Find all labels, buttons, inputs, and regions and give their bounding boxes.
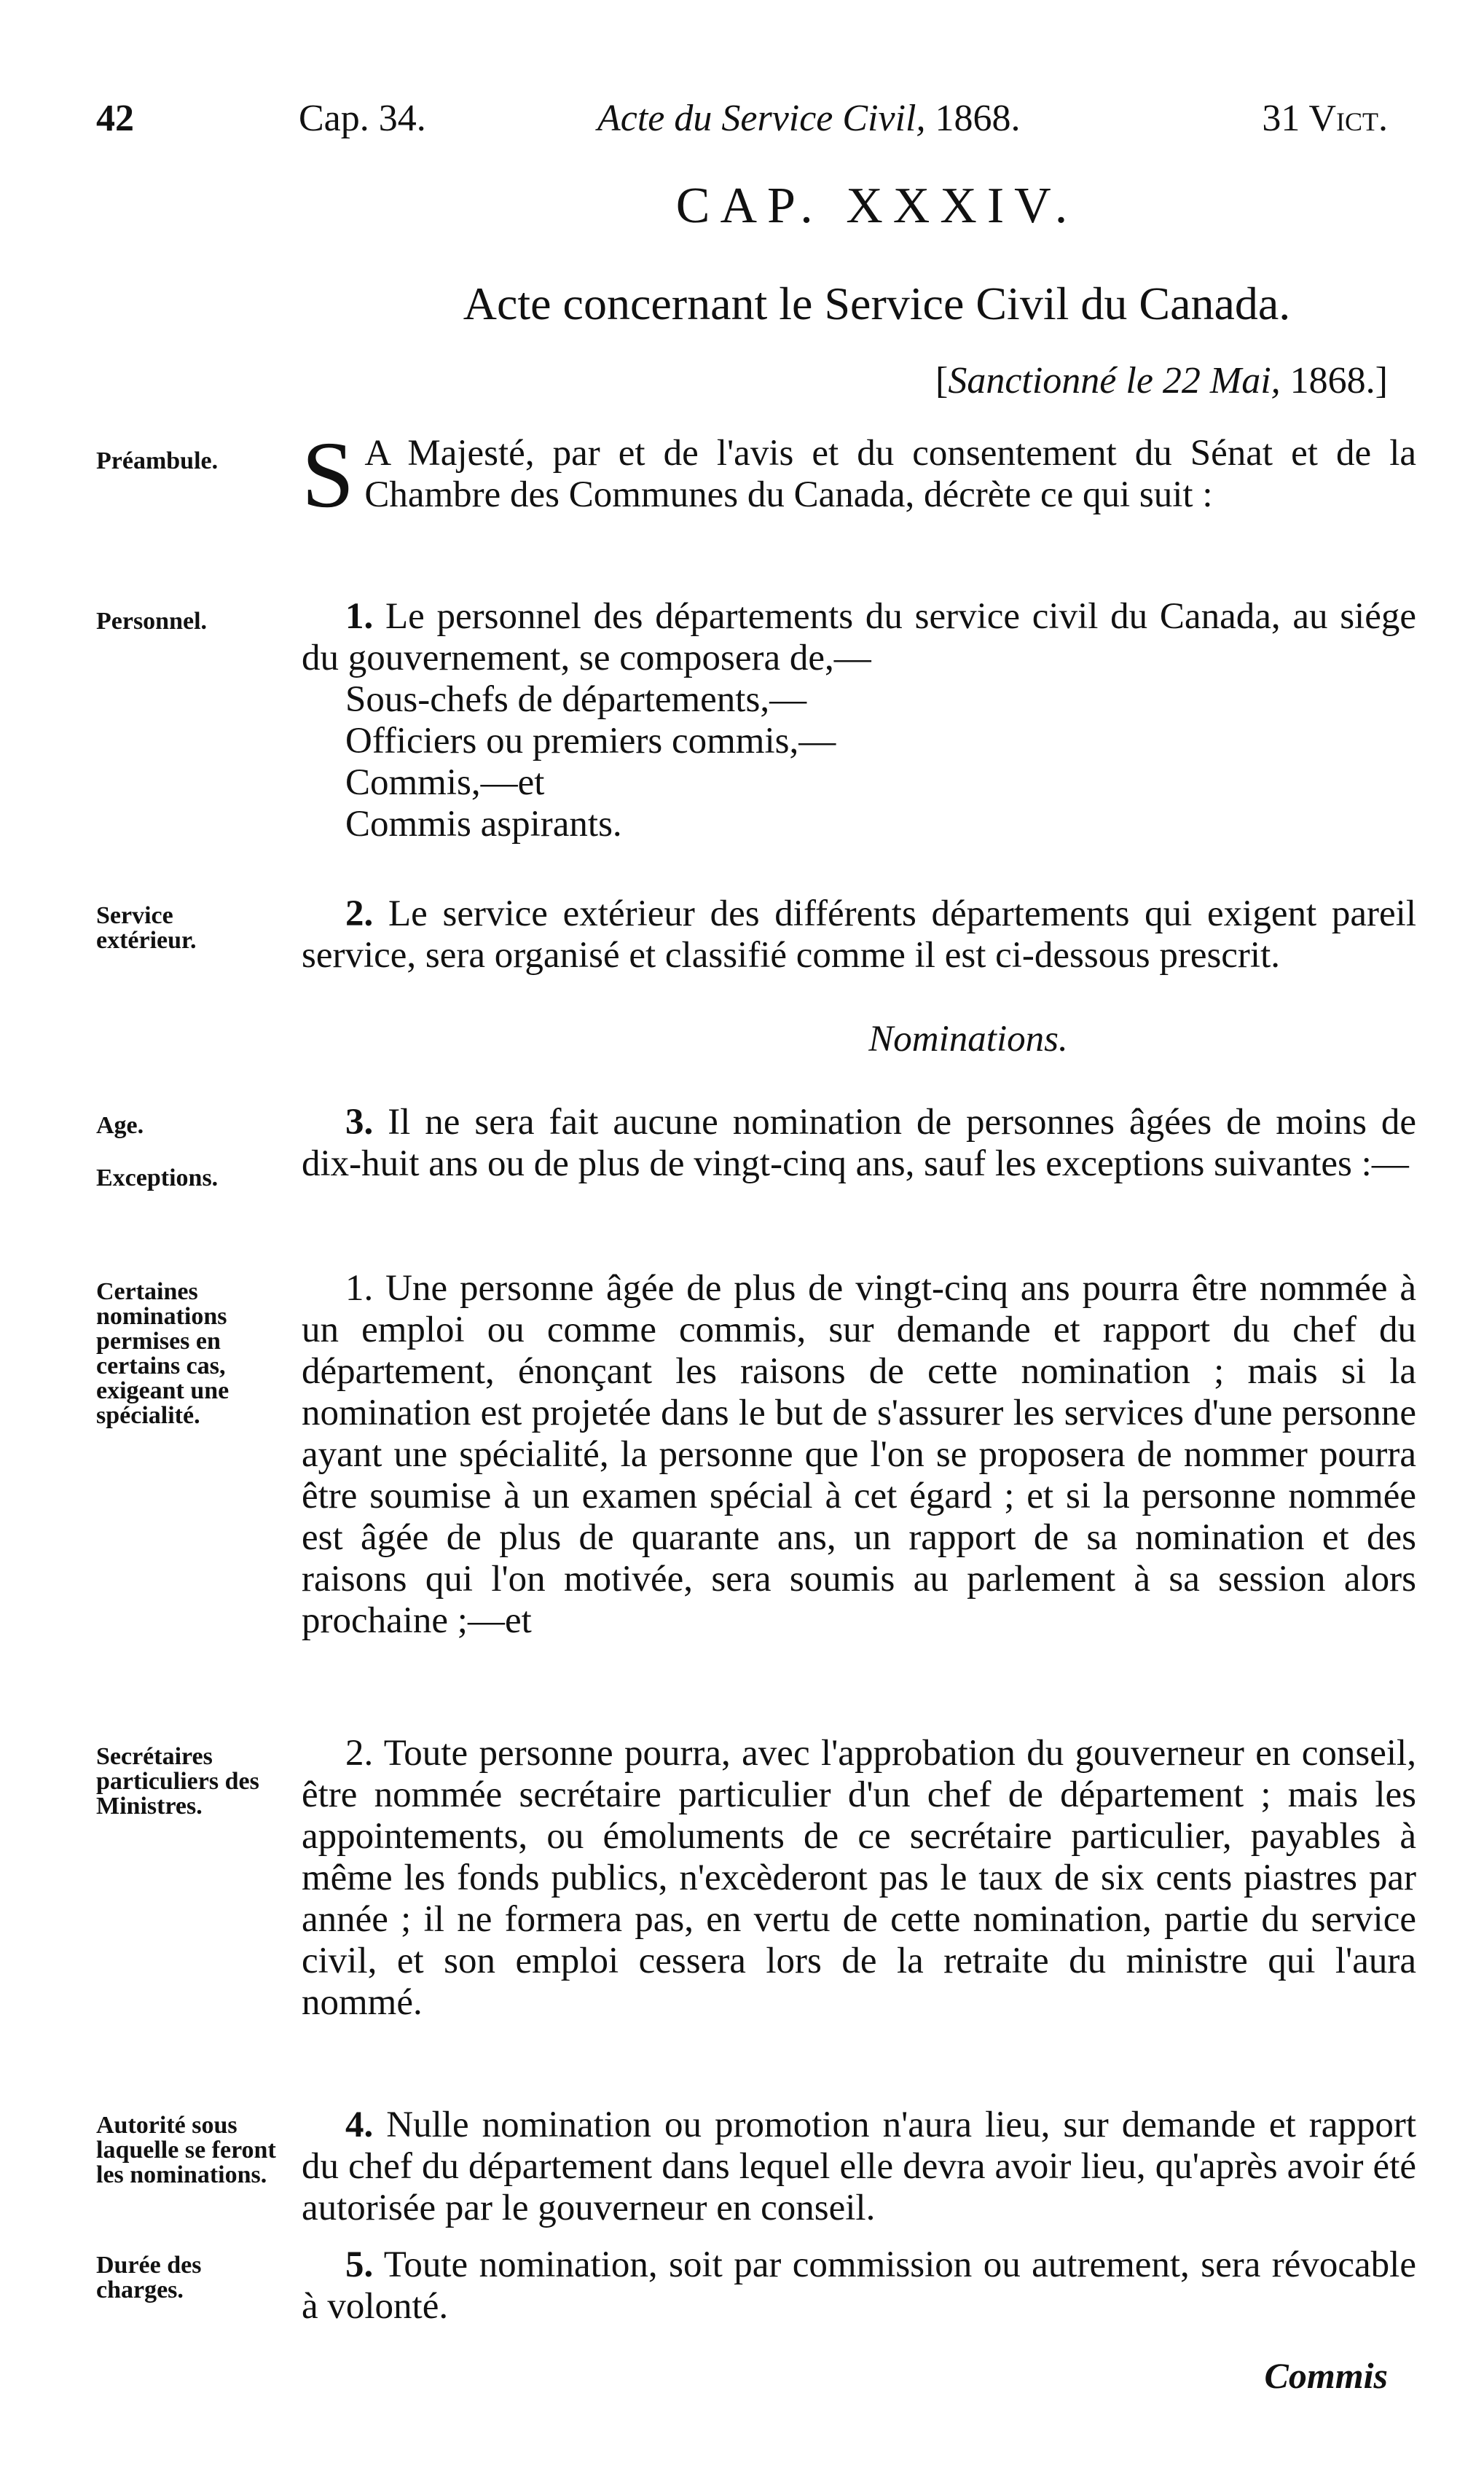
section-text: Toute nomination, soit par commission ou autrement, sera révocable à volonté. [302,2244,1416,2327]
margin-note-preamble: Préambule. [96,447,219,474]
margin-note-certaines-nominations: Certaines nominations permises en certains cas, exigeant une spécialité. [96,1278,229,1429]
preamble-paragraph [302,423,1416,528]
margin-note-autorite: Autorité sous laquelle se feront les nominations. [96,2112,276,2188]
list-item: Commis,—et [345,762,545,803]
running-head-act: Acte du Service Civil, [597,98,926,139]
margin-note-exceptions: Exceptions. [96,1164,219,1191]
chapter-title: CAP. XXXIV. [675,178,1078,234]
exception-number: 2. [345,1733,374,1774]
section-3-exception-1 [302,1268,1416,1642]
section-1 [302,596,1416,679]
margin-note-secretaires: Secrétaires particuliers des Ministres. [96,1743,259,1820]
section-text: Nulle nomination ou promotion n'aura lieu, sur demande et rapport du chef du département dans lequel elle devra avoir lieu, qu'après avoir été autorisée par le gouverneur en conseil. [302,2105,1416,2228]
running-head-chapter: Cap. 34. [299,98,426,139]
section-text: Il ne sera fait aucune nomination de personnes âgées de moins de dix-huit ans ou de plus de vingt-cinq ans, sauf les exceptions suivantes :— [302,1102,1417,1184]
section-text: Toute personne pourra, avec l'approbation du gouverneur en conseil, être nommée secrétaire particulier d'un chef de département ; mais les appointements, ou émoluments de ce secrétaire particulier, payables à même les fonds publics, n'excèderont pas le taux de six cents piastres par année ; il ne formera pas, en vertu de cette nomination, partie du service civil, et son emploi cessera lors de la retraite du ministre qui l'aura nommé. [302,1733,1416,2023]
sanction-bracket: [ [935,360,949,402]
list-item: Officiers ou premiers commis,— [345,721,836,762]
section-number: 3. [345,1102,374,1143]
list-item: Sous-chefs de départements,— [345,679,807,720]
section-4 [302,2105,1416,2229]
running-head-year: 1868. [935,98,1021,139]
section-number: 2. [345,893,374,934]
section-3-exception-2 [302,1733,1416,2024]
section-number: 5. [345,2244,374,2285]
sanction-line [935,356,1388,407]
preamble-text: A Majesté, par et de l'avis et du consentement du Sénat et de la Chambre des Communes du Canada, décrète ce qui suit : [364,433,1416,515]
margin-note-service-exterieur: Service extérieur. [96,902,197,954]
section-number: 1. [345,596,374,637]
act-title: Acte concernant le Service Civil du Canada. [463,278,1291,329]
margin-note-personnel: Personnel. [96,608,208,635]
section-1-list [302,679,1416,845]
margin-note-age: Age. [96,1112,144,1139]
section-text: Une personne âgée de plus de vingt-cinq ans pourra être nommée à un emploi ou comme commis, sur demande et rapport du chef du département, énonçant les raisons de cette nomination ; mais si la nomination est projetée dans le but de s'assurer les services d'une personne ayant une spécialité, la personne que l'on se proposera de nommer pourra être soumise à un examen spécial à cet égard ; et si la personne nommée est âgée de plus de quarante ans, un rapport de sa nomination et des raisons qui l'on motivée, sera soumis au parlement à sa session alors prochaine ;—et [302,1268,1417,1641]
catchword: Commis [1264,2355,1388,2396]
sanction-year: 1868.] [1289,360,1388,402]
exception-number: 1. [345,1268,374,1309]
section-2 [302,893,1416,976]
margin-note-duree: Durée des charges. [96,2252,202,2303]
section-text: Le personnel des départements du service civil du Canada, au siége du gouvernement, se composera de,— [302,596,1416,678]
section-5 [302,2244,1416,2327]
sanction-text: Sanctionné le 22 Mai, [948,360,1281,402]
nominations-heading: Nominations. [868,1019,1068,1060]
section-text: Le service extérieur des différents départements qui exigent pareil service, sera organisé et classifié comme il est ci-dessous prescrit. [302,893,1416,976]
list-item: Commis aspirants. [345,804,622,845]
section-3 [302,1102,1416,1185]
drop-cap: S [302,423,355,528]
running-head-title [597,93,1020,144]
page-number: 42 [96,98,134,139]
running-head-regnal: 31 Vict. [1262,98,1388,139]
section-number: 4. [345,2105,374,2145]
